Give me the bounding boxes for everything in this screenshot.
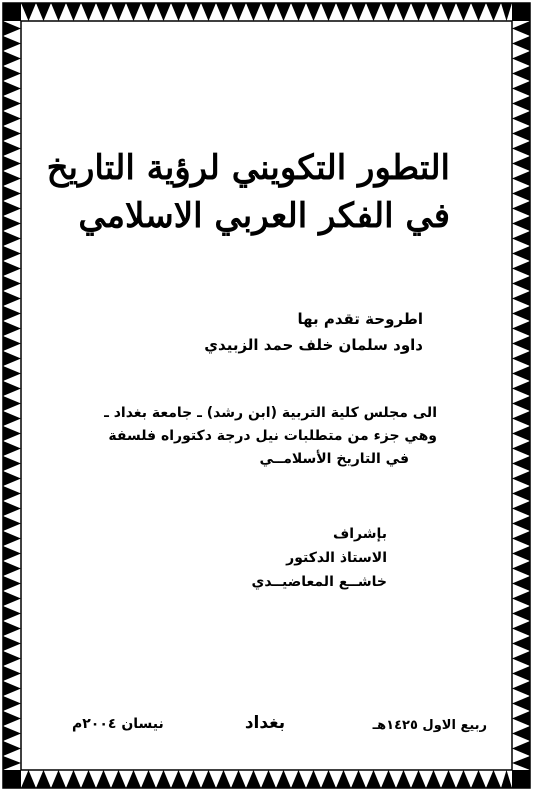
border-triangle [3,666,21,681]
border-triangle [126,3,141,21]
council-line-2: وهي جزء من متطلبات نيل درجة دكتوراه فلسفة [108,428,437,444]
border-triangle [512,66,530,81]
border-triangle [3,366,21,381]
thesis-presented-by: اطروحة تقدم بها [297,310,423,328]
border-triangle [201,770,216,788]
border-triangle [36,770,51,788]
supervision-label: بإشراف [332,526,387,542]
border-triangle [246,770,261,788]
border-triangle [512,291,530,306]
border-triangle [3,681,21,696]
border-triangle [512,216,530,231]
border-triangle [3,351,21,366]
border-triangle [141,770,156,788]
council-block [104,402,437,471]
border-triangle [156,3,171,21]
border-triangle [66,3,81,21]
border-triangle [512,411,530,426]
place-name: بغداد [244,713,286,733]
border-triangle [3,501,21,516]
border-triangle [261,770,276,788]
border-triangle [411,770,426,788]
border-triangle [3,726,21,741]
border-triangle [3,156,21,171]
border-triangle [3,216,21,231]
border-triangle [81,770,96,788]
border-triangle [306,3,321,21]
border-triangle [366,3,381,21]
border-triangle [51,770,66,788]
border-triangle [111,3,126,21]
border-triangle [3,171,21,186]
border-triangle [512,51,530,66]
border-triangle [512,441,530,456]
border-triangle [512,486,530,501]
border-corner [512,770,530,788]
border-triangle [3,396,21,411]
border-triangle [512,396,530,411]
border-triangle [512,726,530,741]
border-triangle [512,576,530,591]
border-triangle [3,756,21,770]
border-triangle [3,141,21,156]
border-triangle [512,81,530,96]
border-triangle [81,3,96,21]
border-triangle [3,336,21,351]
border-triangle [456,3,471,21]
border-triangle [512,201,530,216]
border-triangle [3,576,21,591]
border-triangle [3,81,21,96]
border-triangle [512,306,530,321]
border-triangle [66,770,81,788]
border-triangle [512,171,530,186]
border-triangle [3,201,21,216]
border-triangle [3,21,21,36]
border-triangle [3,246,21,261]
border-triangle [3,381,21,396]
border-triangle [321,3,336,21]
border-triangle [261,3,276,21]
border-triangle [512,231,530,246]
border-triangle [366,770,381,788]
border-triangle [3,636,21,651]
border-triangle [512,456,530,471]
border-triangle [3,276,21,291]
border-triangle [512,321,530,336]
border-corner [512,3,530,21]
border-triangle [512,96,530,111]
border-triangle [486,770,501,788]
border-triangle [3,486,21,501]
border-triangle [486,3,501,21]
border-triangle [3,66,21,81]
border-triangle [3,441,21,456]
border-triangle [512,741,530,756]
border-triangle [512,636,530,651]
border-triangle [501,770,512,788]
border-triangle [276,770,291,788]
border-triangle [336,770,351,788]
border-triangle [381,3,396,21]
border-triangle [3,411,21,426]
border-triangle [231,770,246,788]
border-triangle [21,3,36,21]
hijri-date: ربيع الاول ١٤٢٥هـ [372,718,487,733]
supervision-block [252,522,387,594]
border-outer-line [3,3,530,788]
border-triangle [381,770,396,788]
border-triangle [321,770,336,788]
author-name: داود سلمان خلف حمد الزبيدي [204,336,423,354]
border-triangle [336,3,351,21]
border-triangle [512,651,530,666]
border-triangle [291,770,306,788]
border-triangle [216,3,231,21]
border-triangle [51,3,66,21]
border-triangle [512,141,530,156]
border-triangle [471,770,486,788]
border-triangle [96,3,111,21]
border-triangle [456,770,471,788]
border-triangle [512,621,530,636]
border-inner-line [21,21,512,770]
border-triangle [512,186,530,201]
border-triangle [512,546,530,561]
border-triangle [396,770,411,788]
border-triangle [276,3,291,21]
border-triangle [3,111,21,126]
border-triangle [126,770,141,788]
border-triangle [512,756,530,770]
border-triangle [396,3,411,21]
council-line-1: الى مجلس كلية التربية (ابن رشد) ـ جامعة بغداد ـ [104,405,437,421]
border-triangle [512,711,530,726]
border-triangle [3,621,21,636]
border-triangle [3,306,21,321]
border-triangle [291,3,306,21]
border-triangle [3,651,21,666]
border-triangle [512,111,530,126]
border-triangle [201,3,216,21]
border-triangle [512,591,530,606]
border-triangle [351,3,366,21]
border-triangle [3,741,21,756]
border-triangle [411,3,426,21]
border-triangle [512,681,530,696]
border-triangle [471,3,486,21]
border-triangle [512,276,530,291]
border-triangle [512,696,530,711]
border-triangle [3,471,21,486]
border-corner [3,3,21,21]
border-triangle [156,770,171,788]
supervisor-name: خاشــع المعاضيــدي [251,574,387,590]
border-triangle [512,516,530,531]
border-triangle [21,770,36,788]
border-triangle [186,770,201,788]
border-triangle [3,426,21,441]
border-triangle [96,770,111,788]
border-triangle [3,456,21,471]
border-triangle [512,36,530,51]
border-triangle [186,3,201,21]
council-line-3: في التاريخ الأسلامــي [259,451,409,467]
border-triangle [512,606,530,621]
border-triangle [3,696,21,711]
border-triangle [512,156,530,171]
border-triangle [3,126,21,141]
border-triangle [3,591,21,606]
border-triangle [426,770,441,788]
border-triangle [426,3,441,21]
border-triangle [3,321,21,336]
border-triangle [501,3,512,21]
border-triangle [3,531,21,546]
border-triangle [231,3,246,21]
border-triangle [512,561,530,576]
border-triangle [171,3,186,21]
border-triangle [36,3,51,21]
border-triangle [512,246,530,261]
border-triangle [3,606,21,621]
border-triangle [512,666,530,681]
main-title-line-1: التطور التكويني لرؤية التاريخ [46,148,450,188]
border-corner [3,770,21,788]
border-triangle [512,471,530,486]
border-triangle [512,351,530,366]
border-triangle [512,126,530,141]
thesis-block [204,306,423,358]
border-triangle [3,711,21,726]
border-triangle [512,366,530,381]
border-triangle [3,186,21,201]
border-triangle [3,231,21,246]
border-triangle [3,96,21,111]
border-triangle [3,546,21,561]
gregorian-date: نيسان ٢٠٠٤م [72,716,164,732]
border-triangle [3,291,21,306]
main-title-line-2: في الفكر العربي الاسلامي [78,196,450,236]
border-triangle [3,561,21,576]
border-triangle [306,770,321,788]
border-triangle [512,501,530,516]
border-triangle [141,3,156,21]
border-triangle [441,770,456,788]
border-triangle [512,381,530,396]
border-triangle [441,3,456,21]
border-triangle [512,336,530,351]
border-triangle [512,426,530,441]
border-triangle [216,770,231,788]
border-triangle [512,261,530,276]
border-triangle [3,36,21,51]
border-triangle [351,770,366,788]
border-triangle [3,516,21,531]
border-triangle [512,531,530,546]
border-triangle [3,261,21,276]
border-triangle [3,51,21,66]
border-triangle [512,21,530,36]
supervisor-title: الاستاذ الدكتور [286,550,387,566]
border-triangle [111,770,126,788]
border-triangle [171,770,186,788]
border-triangle [246,3,261,21]
